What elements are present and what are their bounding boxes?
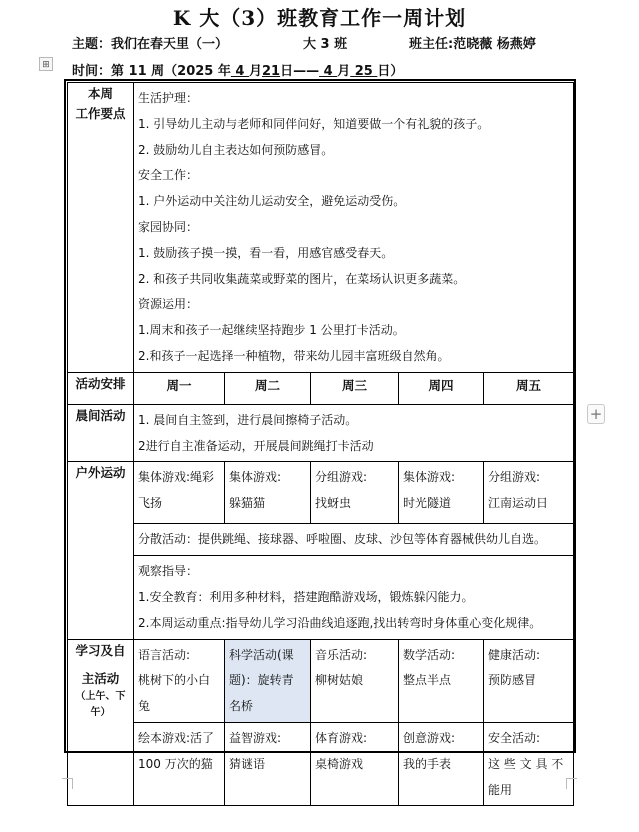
key-points-label-line2: 工作要点	[75, 106, 126, 121]
learning-cell	[484, 639, 574, 722]
cell-line: 找蚜虫	[315, 496, 352, 511]
outdoor-game-cell	[311, 462, 399, 524]
day-monday: 周一	[134, 372, 225, 404]
cell-line: 创意游戏:	[403, 730, 456, 745]
morning-label: 晨间活动	[68, 404, 134, 462]
outdoor-game-cell	[399, 462, 484, 524]
cell-line: 飞扬	[138, 496, 163, 511]
key-points-content	[134, 83, 574, 373]
cell-line: 预防感冒	[488, 673, 537, 688]
table-move-handle-icon[interactable]: ⊞	[39, 57, 53, 71]
resource-heading: 资源运用：	[138, 297, 199, 312]
learning-label	[68, 639, 134, 806]
care-heading: 生活护理：	[138, 91, 199, 105]
theme-label: 主题：我们在春天里（一）	[72, 37, 229, 52]
cell-line: 集体游戏:绳彩	[138, 470, 215, 485]
schedule-label: 活动安排	[68, 372, 134, 404]
cell-line: 桌椅游戏	[315, 756, 364, 771]
key-points-label-line1: 本周	[87, 86, 113, 101]
cell-line: 语言活动:	[138, 647, 191, 662]
learning-label-line2: 主活动	[81, 670, 120, 686]
cell-line: 益智游戏:	[229, 730, 282, 745]
cell-line: 我的手表	[403, 756, 452, 771]
day-friday: 周五	[484, 372, 574, 404]
cell-line: 绘本游戏:活了	[138, 730, 215, 745]
cell-line: 这 些 文 具 不	[488, 756, 564, 771]
cell-line: 江南运动日	[488, 496, 549, 511]
scatter-text: 分散活动：提供跳绳、接球器、呼啦圈、皮球、沙包等体育器械供幼儿自选。	[138, 532, 547, 547]
cell-line: 数学活动:	[403, 647, 456, 662]
document-title: K 大（3）班教育工作一周计划	[172, 6, 467, 30]
cell-line: 科学活动(课	[229, 647, 294, 662]
cell-line: 体育游戏:	[315, 730, 368, 745]
time-end-month: 4	[319, 64, 338, 79]
time-suffix: 日）	[377, 64, 404, 79]
learning-cell	[311, 639, 399, 722]
day-thursday: 周四	[399, 372, 484, 404]
cell-line: 桃树下的小白	[138, 673, 211, 688]
learning-label-sub: （上午、下午）	[75, 690, 126, 718]
cell-line: 分组游戏:	[488, 470, 541, 485]
outdoor-game-cell	[134, 462, 225, 524]
care-item: 2. 鼓励幼儿自主表达如何预防感冒。	[138, 142, 334, 157]
home-item: 1. 鼓励孩子摸一摸，看一看，用感官感受春天。	[138, 245, 394, 260]
home-item: 2. 和孩子共同收集蔬菜或野菜的图片，在菜场认识更多蔬菜。	[138, 271, 466, 286]
cell-line: 兔	[138, 699, 151, 714]
safety-heading: 安全工作：	[138, 168, 199, 183]
class-name: 大 3 班	[303, 37, 348, 52]
cell-line: 名桥	[229, 699, 254, 714]
page-corner-mark	[566, 778, 577, 789]
observe-item: 2.本周运动重点:指导幼儿学习沿曲线追逐跑,找出转弯时身体重心变化规律。	[138, 615, 542, 630]
time-month-char-2: 月	[337, 64, 351, 79]
cell-line: 集体游戏:	[403, 470, 456, 485]
cell-line: 分组游戏:	[315, 470, 368, 485]
home-heading: 家园协同：	[138, 219, 199, 234]
cell-line: 安全活动:	[488, 730, 541, 745]
observe-heading: 观察指导：	[138, 564, 199, 579]
scatter-activity	[134, 524, 574, 556]
key-points-label	[68, 83, 134, 373]
time-prefix: 时间：第 11 周（2025 年	[72, 64, 231, 79]
cell-line: 健康活动:	[488, 647, 541, 662]
time-day-sep: 日——	[280, 64, 320, 79]
morning-item: 1. 晨间自主签到，进行晨间擦椅子活动。	[138, 412, 358, 427]
cell-line: 能用	[488, 782, 513, 797]
cell-line: 音乐活动:	[315, 647, 368, 662]
cell-line: 柳树姑娘	[315, 673, 364, 688]
care-item: 1. 引导幼儿主动与老师和同伴问好，知道要做一个有礼貌的孩子。	[138, 116, 490, 131]
learning-cell	[484, 722, 574, 805]
resource-item: 1.周末和孩子一起继续坚持跑步 1 公里打卡活动。	[138, 323, 405, 338]
learning-label-line1: 学习及自	[75, 642, 126, 658]
learning-cell-highlighted	[225, 639, 311, 722]
time-start-month: 4	[230, 64, 249, 79]
day-wednesday: 周三	[311, 372, 399, 404]
weekly-plan-table	[67, 82, 574, 806]
add-row-icon[interactable]: +	[587, 404, 605, 424]
outdoor-game-cell	[484, 462, 574, 524]
time-month-char: 月	[248, 64, 262, 79]
observation-guide	[134, 556, 574, 639]
time-line	[72, 60, 403, 79]
morning-content	[134, 404, 574, 462]
time-start-day: 21	[261, 64, 281, 79]
cell-line: 集体游戏:	[229, 470, 282, 485]
time-end-day: 25	[350, 64, 378, 79]
cell-line: 躲猫猫	[229, 496, 266, 511]
learning-cell	[311, 722, 399, 805]
resource-item: 2.和孩子一起选择一种植物，带来幼儿园丰富班级自然角。	[138, 348, 450, 363]
cell-line: 100 万次的猫	[138, 756, 213, 771]
cell-line: 整点半点	[403, 673, 452, 688]
cell-line: 题)：旋转青	[229, 673, 294, 688]
page-corner-mark	[62, 778, 73, 789]
outdoor-game-cell	[225, 462, 311, 524]
day-tuesday: 周二	[225, 372, 311, 404]
teacher-label: 班主任:范晓薇 杨燕婷	[409, 37, 536, 52]
learning-cell	[134, 722, 225, 805]
cell-line: 猜谜语	[229, 756, 266, 771]
outdoor-label: 户外运动	[68, 462, 134, 639]
learning-cell	[225, 722, 311, 805]
morning-item: 2进行自主准备运动，开展晨间跳绳打卡活动	[138, 438, 374, 453]
cell-line: 时光隧道	[403, 496, 452, 511]
safety-item: 1. 户外运动中关注幼儿运动安全，避免运动受伤。	[138, 194, 406, 209]
learning-cell	[399, 639, 484, 722]
learning-cell	[134, 639, 225, 722]
observe-item: 1.安全教育：利用多种材料，搭建跑酷游戏场，锻炼躲闪能力。	[138, 589, 474, 604]
learning-cell	[399, 722, 484, 805]
